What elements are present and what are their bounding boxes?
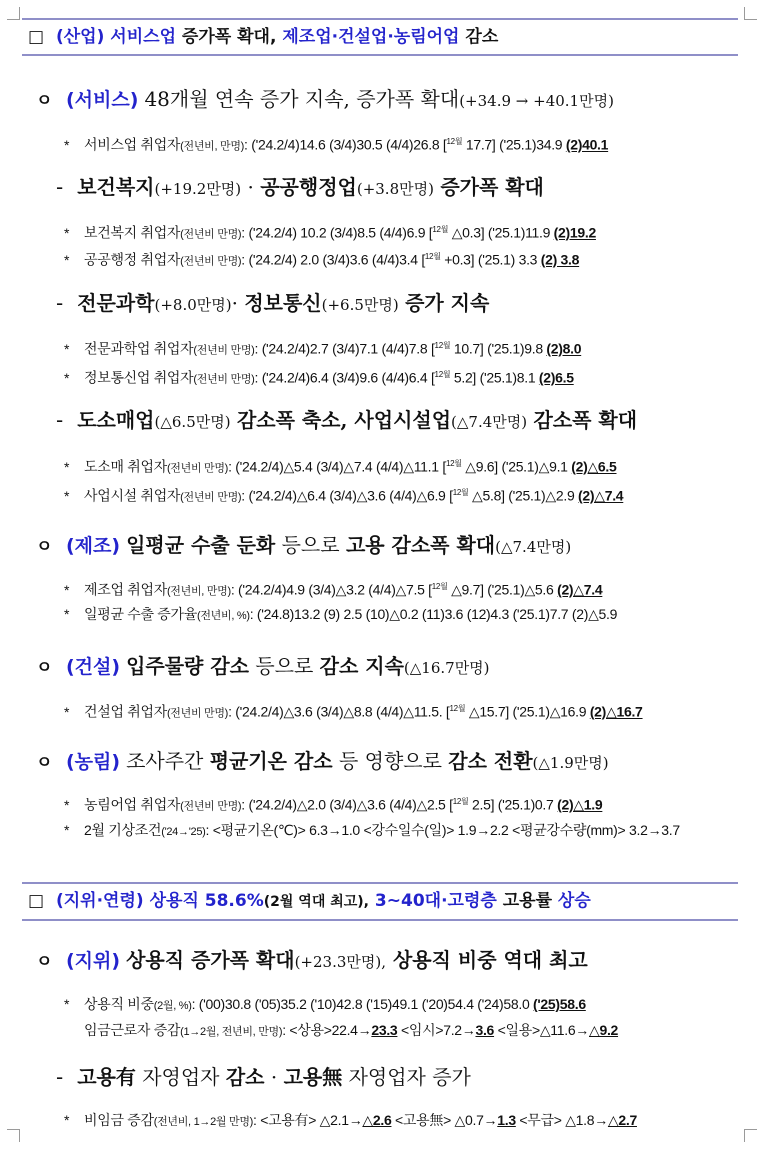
checkbox-square-icon: □ xyxy=(28,891,45,911)
checkbox-square-icon: □ xyxy=(28,27,45,47)
public-admin-detail: * 공공행정 취업자(전년비 만명): ('24.2/4) 2.0 (3/4)3.6 (4/4)3.4 [$^{12월}$ +0.3] ('25.1) 3.3 (2) 3.8 xyxy=(64,251,580,268)
corner-mark-bottom-right xyxy=(744,1129,757,1142)
science-ict-heading: - 전문과학(+8.0만명)· 정보통신(+6.5만명) 증가 지속 xyxy=(56,291,490,315)
health-public-heading: - 보건복지(+19.2만명) · 공공행정업(+3.8만명) 증가폭 확대 xyxy=(56,175,544,199)
export-growth-detail: * 일평균 수출 증가율(전년비, %): ('24.8)13.2 (9) 2.5 (10)△0.2 (11)3.6 (12)4.3 ('25.1)7.7 (2)△5.9 xyxy=(64,606,618,622)
corner-mark-top-right xyxy=(744,7,757,20)
retail-detail: * 도소매 취업자(전년비 만명): ('24.2/4)△5.4 (3/4)△7.4 (4/4)△11.1 [$^{12월}$ △9.6] ('25.1)△9.1 (2)△6.5 xyxy=(64,458,617,475)
manufacturing-heading: ㅇ (제조) 일평균 수출 둔화 등으로 고용 감소폭 확대(△7.4만명) xyxy=(36,533,572,557)
services-heading: ㅇ (서비스) 48개월 연속 증가 지속, 증가폭 확대(+34.9 → +40.1만명) xyxy=(36,87,614,111)
self-employed-heading: - 고용有 자영업자 감소 · 고용無 자영업자 증가 xyxy=(56,1065,471,1089)
business-facilities-detail: * 사업시설 취업자(전년비 만명): ('24.2/4)△6.4 (3/4)△3.6 (4/4)△6.9 [$^{12월}$ △5.8] ('25.1)△2.9 (2)△7.4 xyxy=(64,487,624,504)
status-heading: ㅇ (지위) 상용직 증가폭 확대(+23.3만명), 상용직 비중 역대 최고 xyxy=(36,948,588,972)
weather-detail: * 2월 기상조건('24→'25): <평균기온(℃)> 6.3→1.0 <강수일수(일)> 1.9→2.2 <평균강수량(mm)> 3.2→3.7 xyxy=(64,822,680,838)
manufacturing-detail: * 제조업 취업자(전년비, 만명): ('24.2/4)4.9 (3/4)△3.2 (4/4)△7.5 [$^{12월}$ △9.7] ('25.1)△5.6 (2)△7.4 xyxy=(64,581,603,598)
corner-mark-top-left xyxy=(7,7,20,20)
health-detail: * 보건복지 취업자(전년비 만명): ('24.2/4) 10.2 (3/4)8.5 (4/4)6.9 [$^{12월}$ △0.3] ('25.1)11.9 (2)19.2 xyxy=(64,224,596,241)
section-header-status-age: □ (지위·연령) 상용직 58.6%(2월 역대 최고), 3~40대·고령층 고용률 상승 xyxy=(22,882,738,921)
ict-detail: * 정보통신업 취업자(전년비 만명): ('24.2/4)6.4 (3/4)9.6 (4/4)6.4 [$^{12월}$ 5.2] ('25.1)8.1 (2)6.5 xyxy=(64,369,574,386)
science-detail: * 전문과학업 취업자(전년비 만명): ('24.2/4)2.7 (3/4)7.1 (4/4)7.8 [$^{12월}$ 10.7] ('25.1)9.8 (2)8.0 xyxy=(64,340,582,357)
construction-detail: * 건설업 취업자(전년비 만명): ('24.2/4)△3.6 (3/4)△8.8 (4/4)△11.5. [$^{12월}$ △15.7] ('25.1)△16.9 (2)△16.7 xyxy=(64,703,643,720)
regular-worker-share-detail: * 상용직 비중(2월, %): ('00)30.8 ('05)35.2 ('10)42.8 ('15)49.1 ('20)54.4 ('24)58.0 ('25)58.6 xyxy=(64,996,586,1012)
non-wage-change-detail: * 비임금 증감(전년비, 1→2월 만명): <고용有> △2.1→△2.6 <고용無> △0.7→1.3 <무급> △1.8→△2.7 xyxy=(64,1112,637,1128)
retail-heading: - 도소매업(△6.5만명) 감소폭 축소, 사업시설업(△7.4만명) 감소폭 확대 xyxy=(56,408,638,432)
services-detail: * 서비스업 취업자(전년비, 만명): ('24.2/4)14.6 (3/4)30.5 (4/4)26.8 [$^{12월}$ 17.7] ('25.1)34.9 (2)40.1 xyxy=(64,136,609,153)
agriculture-detail: * 농림어업 취업자(전년비 만명): ('24.2/4)△2.0 (3/4)△3.6 (4/4)△2.5 [$^{12월}$ 2.5] ('25.1)0.7 (2)△1.9 xyxy=(64,796,603,813)
circle-bullet-icon: ㅇ xyxy=(36,91,53,111)
corner-mark-bottom-left xyxy=(7,1129,20,1142)
wage-worker-change-detail: 임금근로자 증감(1→2월, 전년비, 만명): <상용>22.4→23.3 <임시>7.2→3.6 <일용>△11.6→△9.2 xyxy=(84,1022,619,1038)
section-header-industry: □ (산업) 서비스업 증가폭 확대, 제조업·건설업·농림어업 감소 xyxy=(22,18,738,56)
agriculture-heading: ㅇ (농림) 조사주간 평균기온 감소 등 영향으로 감소 전환(△1.9만명) xyxy=(36,749,609,773)
asterisk-bullet: * xyxy=(64,136,70,153)
construction-heading: ㅇ (건설) 입주물량 감소 등으로 감소 지속(△16.7만명) xyxy=(36,654,490,678)
